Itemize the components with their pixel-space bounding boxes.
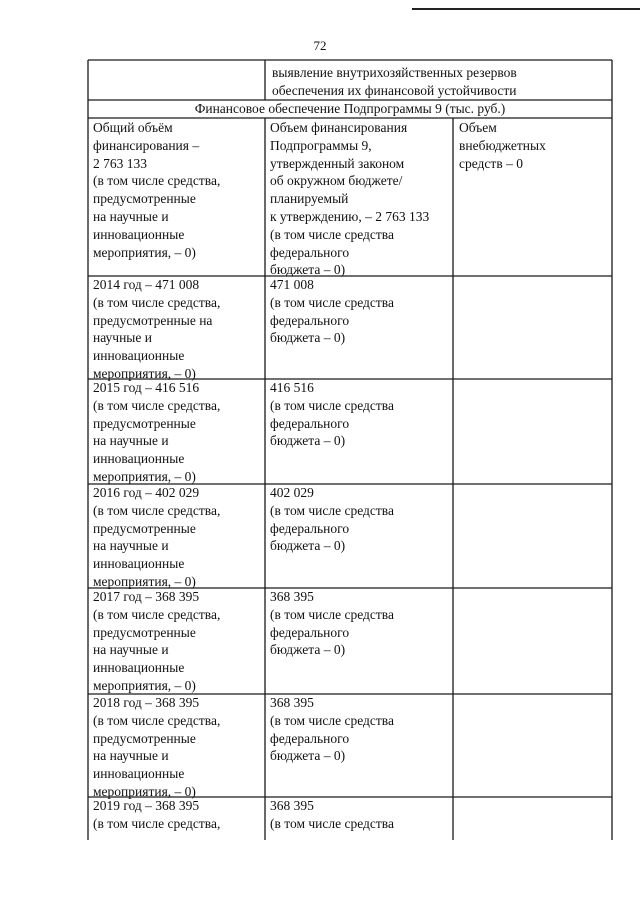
table-row-2018-total: 2018 год – 368 395 (в том числе средства, предусмотренные на научные и инновационные мероприятия, – 0) (93, 695, 221, 799)
table-row-2016-total: 2016 год – 402 029 (в том числе средства, предусмотренные на научные и инновационные мероприятия, – 0) (93, 485, 221, 589)
page-number: 72 (313, 38, 327, 53)
header-extrabudget-financing: Объем внебюджетных средств – 0 (459, 120, 546, 171)
table-row-2019-budget: 368 395 (в том числе средства (270, 798, 394, 831)
header-budget-financing: Объем финансирования Подпрограммы 9, утвержденный законом об окружном бюджете/ планируемый к утверждению, – 2 763 133 (в том числе средства федерального бюджета – 0) (270, 120, 430, 278)
table-row-2015-total: 2015 год – 416 516 (в том числе средства, предусмотренные на научные и инновационные мероприятия, – 0) (93, 380, 221, 484)
table-row-2017-budget: 368 395 (в том числе средства федерального бюджета – 0) (270, 589, 394, 658)
table-row-2015-budget: 416 516 (в том числе средства федерального бюджета – 0) (270, 380, 394, 449)
table-row-2019-total: 2019 год – 368 395 (в том числе средства, (93, 798, 221, 831)
table-row-2014-total: 2014 год – 471 008 (в том числе средства, предусмотренные на научные и инновационные мероприятия, – 0) (93, 277, 221, 381)
table-row-2014-budget: 471 008 (в том числе средства федерального бюджета – 0) (270, 277, 394, 346)
header-total-financing: Общий объём финансирования – 2 763 133 (в том числе средства, предусмотренные на научные и инновационные мероприятия, – 0) (93, 120, 221, 260)
table-row-2018-budget: 368 395 (в том числе средства федерального бюджета – 0) (270, 695, 394, 764)
top-cell-text: выявление внутрихозяйственных резервов обеспечения их финансовой устойчивости (272, 65, 517, 98)
table-row-2016-budget: 402 029 (в том числе средства федерального бюджета – 0) (270, 485, 394, 554)
section-title: Финансовое обеспечение Подпрограммы 9 (тыс. руб.) (194, 101, 506, 116)
table-row-2017-total: 2017 год – 368 395 (в том числе средства, предусмотренные на научные и инновационные мероприятия, – 0) (93, 589, 221, 693)
